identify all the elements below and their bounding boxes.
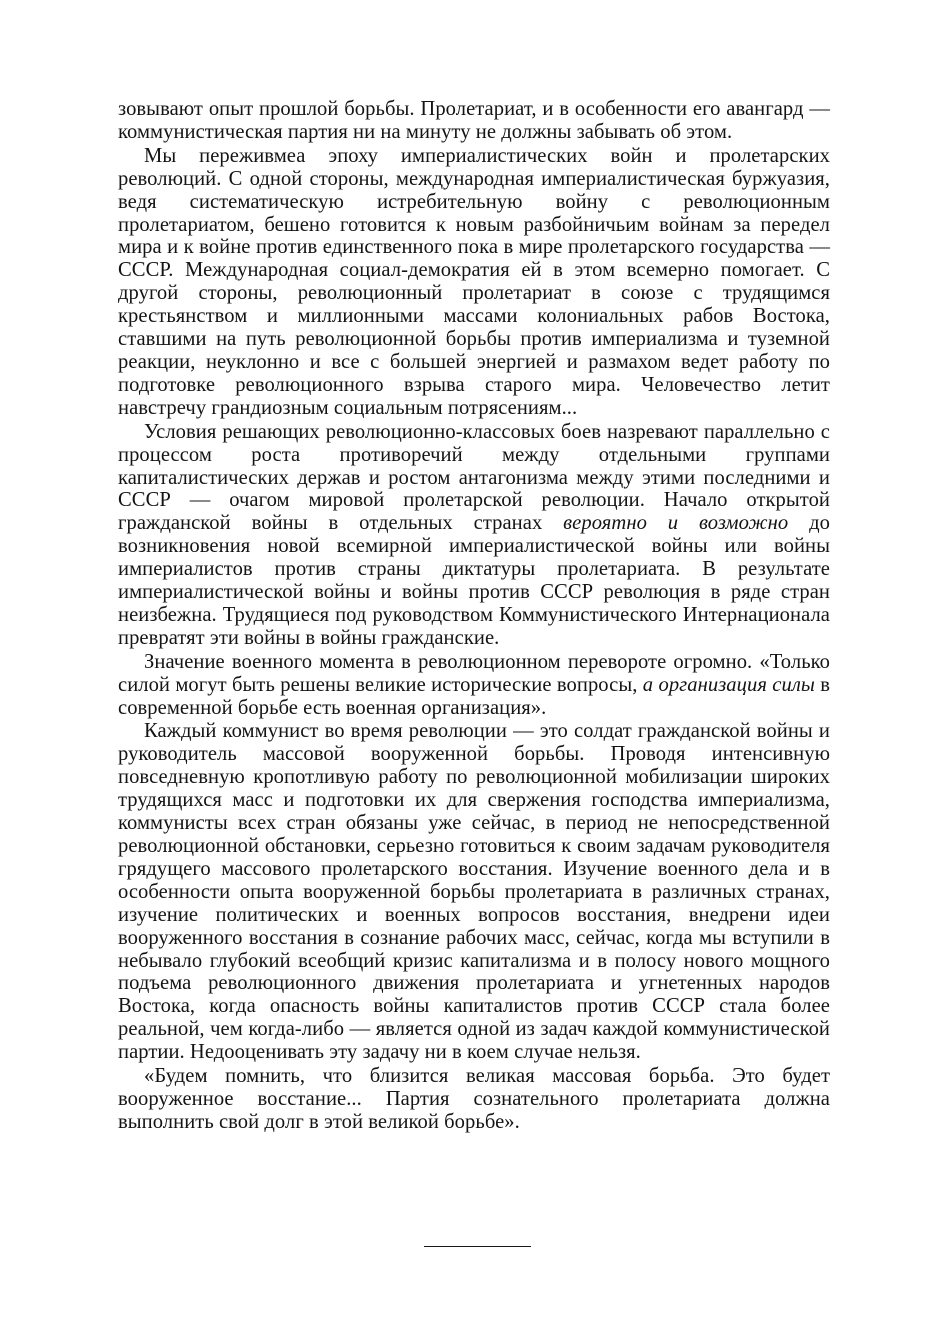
paragraph-3-text-b: до возникновения новой всемирной империалистической войны или войны империалистов против страны диктатуры пролетариата. В результате империалистической войны и войны против СССР революция в ряде стран неизбежна. Трудящиеся под руководством Коммунистического Интернационала превратят эти войны в войны гражданские.	[118, 512, 831, 649]
section-end-rule	[424, 1246, 531, 1247]
paragraph-1	[118, 98, 830, 144]
paragraph-5	[118, 720, 830, 1064]
paragraph-4-italic-phrase: а организация силы	[642, 673, 815, 696]
paragraph-2	[118, 145, 830, 420]
paragraph-4-text-b: в современной борьбе есть военная организация».	[118, 673, 830, 719]
paragraph-3	[118, 421, 830, 650]
paragraph-2-text: Мы переживмеа эпоху империалистических войн и пролетарских революций. С одной стороны, международная империалистическая буржуазия, ведя систематическую истребительную войну с революционным пролетариатом, бешено готовится к новым разбойничьим войнам за передел мира и к войне против единственного пока в мире пролетарского государства — СССР. Международная социал-демократия ей в этом всемерно помогает. С другой стороны, революционный пролетариат в союзе с трудящимся крестьянством и миллионными массами колониальных рабов Востока, ставшими на путь революционной борьбы против империализма и туземной реакции, неуклонно и все с большей энергией и размахом ведет работу по подготовке революционного взрыва старого мира. Человечество летит навстречу грандиозным социальным потрясениям...	[118, 144, 830, 419]
paragraph-6-text: «Будем помнить, что близится великая массовая борьба. Это будет вооруженное восстание... Партия сознательного пролетариата должна выполнить свой долг в этой великой борьбе».	[118, 1065, 830, 1133]
paragraph-4-text-a: Значение военного момента в революционном перевороте огромно. «Только силой могут быть решены великие исторические вопросы,	[118, 650, 830, 696]
paragraph-5-text: Каждый коммунист во время революции — это солдат гражданской войны и руководитель массовой вооруженной борьбы. Проводя интенсивную повседневную кропотливую работу по революционной мобилизации широких трудящихся масс и подготовки их для свержения господства империализма, коммунисты всех стран обязаны уже сейчас, в период не непосредственной революционной обстановки, серьезно готовиться к своим задачам руководителя грядущего массового пролетарского восстания. Изучение военного дела и в особенности опыта вооруженной борьбы пролетариата в различных странах, изучение политических и военных вопросов восстания, внедрени идеи вооруженного восстания в сознание рабочих масс, сейчас, когда мы вступили в небывало глубокий всеобщий кризис капитализма и в полосу нового мощного подъема революционного движения пролетариата и угнетенных народов Востока, когда опасность войны капиталистов против СССР стала более реальной, чем когда-либо — является одной из задач каждой коммунистической партии. Недооценивать эту задачу ни в коем случае нельзя.	[118, 720, 830, 1064]
paragraph-3-italic-phrase: вероятно и возможно	[563, 512, 789, 535]
paragraph-4	[118, 651, 830, 720]
page-text-body	[118, 98, 830, 1134]
paragraph-6	[118, 1065, 830, 1134]
paragraph-3-text-a: Условия решающих революционно-классовых боев назревают параллельно с процессом роста противоречий между отдельными группами капиталистических держав и ростом антагонизма между этими последними и СССР — очагом мировой пролетарской революции. Начало открытой гражданской войны в отдельных странах	[118, 420, 830, 535]
paragraph-1-text: зовывают опыт прошлой борьбы. Пролетариат, и в особенности его авангард — коммунистическая партия ни на минуту не должны забывать об этом.	[118, 98, 830, 143]
